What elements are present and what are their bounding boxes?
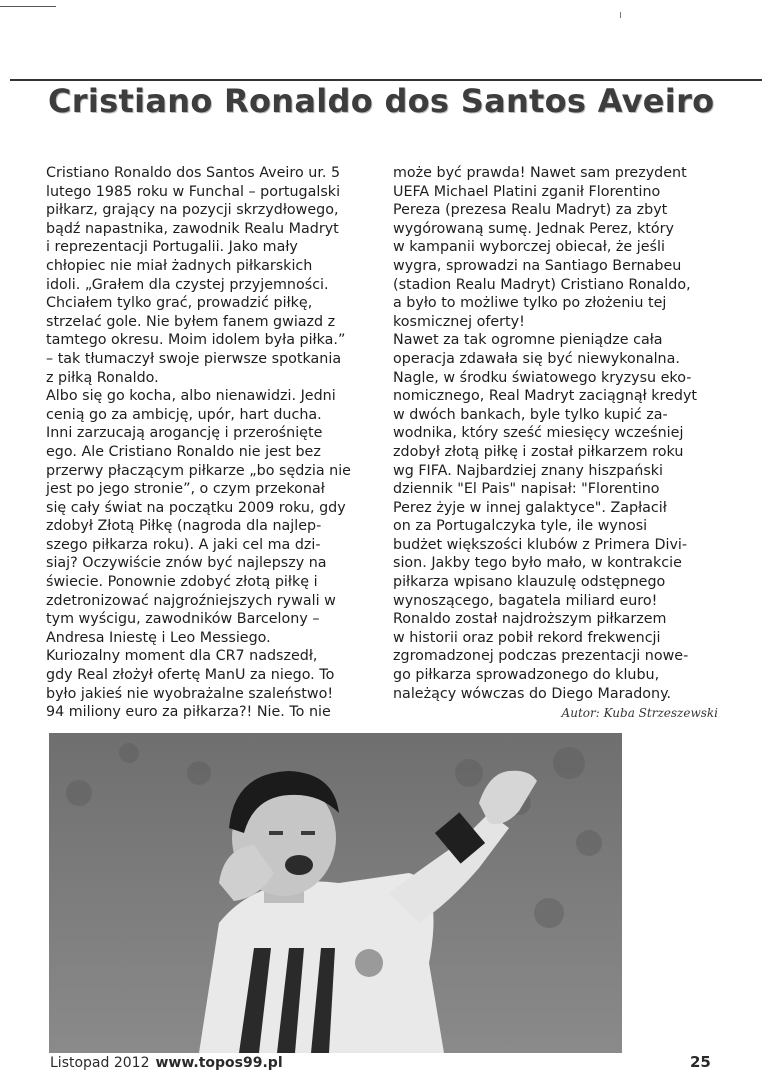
author-credit: Autor: Kuba Strzeszewski [561,706,718,720]
left-column-text: Cristiano Ronaldo dos Santos Aveiro ur. 5 lutego 1985 roku w Funchal – portugalski piłkarz, grający na pozycji skrzydłowego, bądź napastnika, zawodnik Realu Madryt i reprezentacji Portugalii. Jako mały chłopiec nie miał żadnych piłkarskich idoli. „Grałem dla czystej przyjemności. Chciałem tylko grać, prowadzić piłkę, strzelać gole. Nie byłem fanem gwiazd z tamtego okresu. Moim idolem była piłka.” – tak tłumaczył swoje pierwsze spotkania z piłką Ronaldo. Albo się go kocha, albo nienawidzi. Jedni cenią go za ambicję, upór, hart ducha. Inni zarzucają arogancję i przerośnięte ego. Ale Cristiano Ronaldo nie jest bez przerwy płaczącym piłkarze „bo sędzia nie jest po jego stronie”, o czym przekonał się cały świat na początku 2009 roku, gdy zdobył Złotą Piłkę (nagroda dla najlep- szego piłkarza roku). A jaki cel ma dzi- siaj? Oczywiście znów być najlepszy na świecie. Ponownie zdobyć złotą piłkę i zdetronizować najgroźniejszych rywali w tym wyścigu, zawodników Barcelony – Andresa Iniestę i Leo Messiego. Kuriozalny moment dla CR7 nadszedł, gdy Real złożył ofertę ManU za niego. To było jakieś nie wyobrażalne szaleństwo! 94 miliony euro za piłkarza?! Nie. To nie [46,165,351,721]
right-column-text: może być prawda! Nawet sam prezydent UEFA Michael Platini zganił Florentino Pereza (prezesa Realu Madryt) za zbyt wygórowaną sumę. Jednak Perez, który w kampanii wyborczej obiecał, że jeśli wygra, sprowadzi na Santiago Bernabeu (stadion Realu Madryt) Cristiano Ronaldo, a było to możliwe tylko po złożeniu tej kosmicznej oferty! Nawet za tak ogromne pieniądze cała operacja zdawała się być niewykonalna. Nagle, w środku światowego kryzysu eko- nomicznego, Real Madryt zaciągnął kredyt w dwóch bankach, byle tylko kupić za- wodnika, który sześć miesięcy wcześniej zdobył złotą piłkę i został piłkarzem roku wg FIFA. Najbardziej znany hiszpański dziennik "El Pais" napisał: "Florentino Perez żyje w innej galaktyce". Zapłacił on za Portugalczyka tyle, ile wynosi budżet większości klubów z Primera Divi- sion. Jakby tego było mało, w kontrakcie piłkarza wpisano klauzulę odstępnego wynoszącego, bagatela miliard euro! Ronaldo został najdroższym piłkarzem w historii oraz pobił rekord frekwencji zgromadzonej podczas prezentacji nowe- go piłkarza sprowadzonego do klubu, należący wówczas do Diego Maradony. [393,165,698,702]
scan-mark [620,12,621,18]
page-number: 25 [690,1053,711,1071]
website-link[interactable]: www.topos99.pl [155,1055,283,1071]
top-corner-line [0,6,56,7]
article-title: Cristiano Ronaldo dos Santos Aveiro [48,82,715,120]
player-photo-illustration [49,733,622,1053]
issue-date: Listopad 2012 [50,1055,150,1071]
header-rule [10,79,762,81]
right-column [393,164,723,703]
player-photo [49,733,622,1053]
left-column [46,164,382,722]
footer-issue [50,1055,283,1071]
